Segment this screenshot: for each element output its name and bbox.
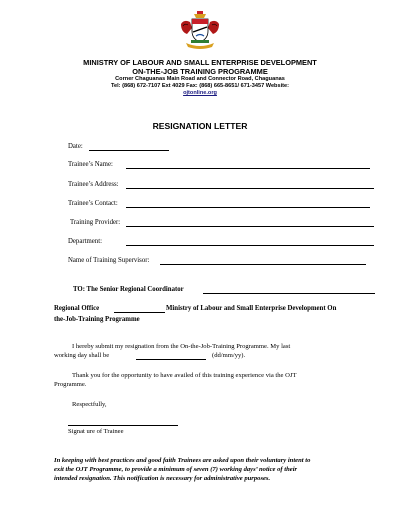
coordinator-field[interactable]	[203, 293, 375, 294]
thanks-paragraph-line1: Thank you for the opportunity to have availed of this training experience via the OJT	[72, 372, 297, 379]
trainee-name-field[interactable]	[126, 168, 370, 169]
thanks-paragraph-line2: Programme.	[54, 381, 87, 388]
trainee-contact-field[interactable]	[126, 207, 370, 208]
resignation-paragraph-line2b: (dd/mm/yy).	[212, 352, 246, 359]
regional-ministry-text: Ministry of Labour and Small Enterprise Development On	[166, 305, 337, 312]
address-line: Corner Chaguanas Main Road and Connector Road, Chaguanas	[115, 76, 285, 82]
trainee-contact-label: Trainee’s Contact:	[68, 200, 118, 207]
department-field[interactable]	[126, 245, 374, 246]
last-day-field[interactable]	[136, 359, 206, 360]
notice-line1: In keeping with best practices and good faith Trainees are asked upon their voluntary intent to	[54, 457, 311, 464]
closing-text: Respectfully,	[72, 401, 107, 408]
resignation-paragraph-line1: I hereby submit my resignation from the On-the-Job-Training Programme. My last	[72, 343, 291, 350]
trainee-address-label: Trainee’s Address:	[68, 181, 119, 188]
website-link[interactable]: ojtonline.org	[183, 90, 217, 96]
resignation-paragraph-line2a: working day shall be	[54, 352, 110, 359]
supervisor-field[interactable]	[160, 264, 366, 265]
supervisor-label: Name of Training Supervisor:	[68, 257, 150, 264]
department-label: Department:	[68, 238, 102, 245]
date-label: Date:	[68, 143, 83, 150]
signature-label: Signat ure of Trainee	[68, 428, 124, 435]
regional-office-field[interactable]	[114, 312, 165, 313]
coat-of-arms-icon	[178, 10, 222, 50]
regional-continuation: the-Job-Training Programme	[54, 316, 140, 323]
date-field[interactable]	[89, 150, 169, 151]
page-title: RESIGNATION LETTER	[152, 121, 248, 131]
notice-line2: exit the OJT Programme, to provide a minimum of seven (7) working days’ notice of their	[54, 466, 298, 473]
regional-office-label: Regional Office	[54, 305, 100, 312]
trainee-name-label: Trainee’s Name:	[68, 161, 113, 168]
to-line: TO: The Senior Regional Coordinator	[73, 286, 184, 293]
training-provider-label: Training Provider:	[70, 219, 121, 226]
contact-line: Tel: (868) 672-7107 Ext 4029 Fax: (868) 665-8651/ 671-3457 Website:	[111, 83, 289, 89]
programme-heading: ON-THE-JOB TRAINING PROGRAMME	[132, 67, 268, 76]
training-provider-field[interactable]	[126, 226, 374, 227]
ministry-heading: MINISTRY OF LABOUR AND SMALL ENTERPRISE DEVELOPMENT	[83, 58, 317, 67]
signature-field[interactable]	[68, 425, 178, 426]
notice-line3: intended resignation. This notification is necessary for administrative purposes.	[54, 475, 271, 482]
trainee-address-field[interactable]	[126, 188, 374, 189]
